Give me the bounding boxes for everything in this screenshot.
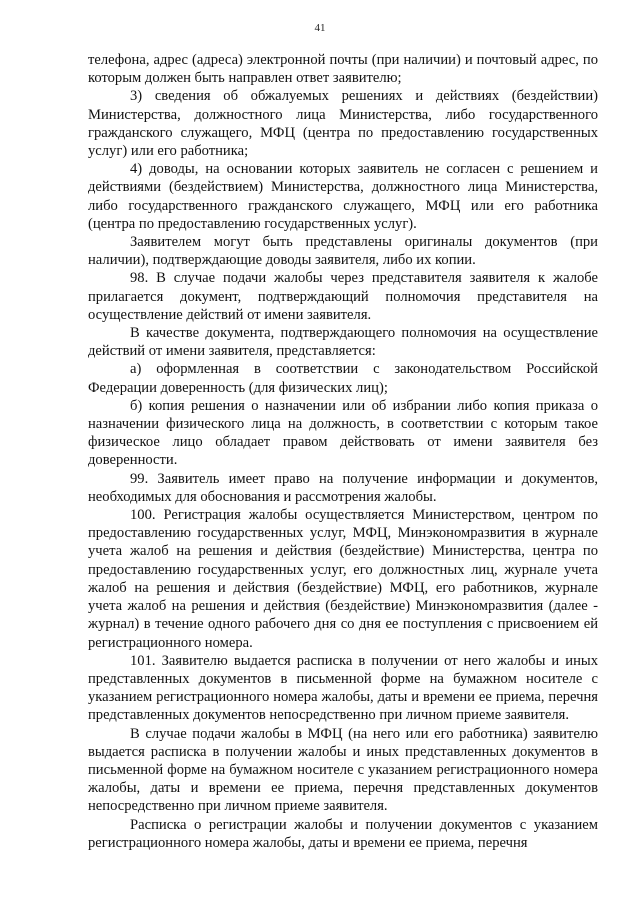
paragraph-99: 99. Заявитель имеет право на получение информации и документов, необходимых для обоснования и рассмотрения жалобы. [88, 470, 598, 505]
paragraph-98: 98. В случае подачи жалобы через представителя заявителя к жалобе прилагается документ, подтверждающий полномочия представителя на осуществление действий от имени заявителя. [88, 270, 598, 323]
paragraph-originals: Заявителем могут быть представлены оригиналы документов (при наличии), подтверждающие доводы заявителя, либо их копии. [88, 234, 598, 269]
paragraph-item-3: 3) сведения об обжалуемых решениях и действиях (бездействии) Министерства, должностного лица Министерства, либо государственного гражданского служащего, МФЦ (центра по предоставлению государственных услуг) или его работника; [88, 88, 598, 160]
paragraph-101: 101. Заявителю выдается расписка в получении от него жалобы и иных представленных документов в письменной форме на бумажном носителе с указанием регистрационного номера жалобы, даты и времени ее приема, перечня представленных документов непосредственно при личном приеме заявителя. [88, 652, 598, 724]
paragraph-item-a: а) оформленная в соответствии с законодательством Российской Федерации доверенность (для физических лиц); [88, 361, 598, 396]
paragraph-document-authority: В качестве документа, подтверждающего полномочия на осуществление действий от имени заявителя, представляется: [88, 325, 598, 360]
paragraph-item-b: б) копия решения о назначении или об избрании либо копия приказа о назначении физического лица на должность, в соответствии с которым такое физическое лицо обладает правом действовать от имени заявителя без доверенности. [88, 397, 598, 469]
paragraph-100: 100. Регистрация жалобы осуществляется Министерством, центром по предоставлению государственных услуг, МФЦ, Минэкономразвития в журнале учета жалоб на решения и действия (бездействие) Министерства, центра по предоставлению государственных услуг, его должностных лиц, журнале учета жалоб на решения и действия (бездействие) МФЦ, его работников, журнале учета жалоб на решения и действия (бездействие) Минэкономразвития (далее - журнал) в течение одного рабочего дня со дня ее поступления с присвоением ей регистрационного номера. [88, 507, 598, 651]
page-number: 41 [314, 22, 326, 34]
paragraph-item-4: 4) доводы, на основании которых заявитель не согласен с решением и действиями (бездействием) Министерства, должностного лица Министерства, либо государственного гражданского служащего, МФЦ или его работника (центра по предоставлению государственных услуг). [88, 161, 598, 232]
document-body [88, 51, 598, 852]
paragraph-continuation: телефона, адрес (адреса) электронной почты (при наличии) и почтовый адрес, по которым должен быть направлен ответ заявителю; [88, 52, 598, 87]
paragraph-mfc-receipt: В случае подачи жалобы в МФЦ (на него или его работника) заявителю выдается расписка в получении жалобы и иных представленных документов в письменной форме на бумажном носителе с указанием регистрационного номера жалобы, даты и времени ее приема, перечня представленных документов непосредственно при личном приеме заявителя. [88, 725, 598, 815]
paragraph-receipt-registration: Расписка о регистрации жалобы и получении документов с указанием регистрационного номера жалобы, даты и времени ее приема, перечня [88, 816, 598, 851]
